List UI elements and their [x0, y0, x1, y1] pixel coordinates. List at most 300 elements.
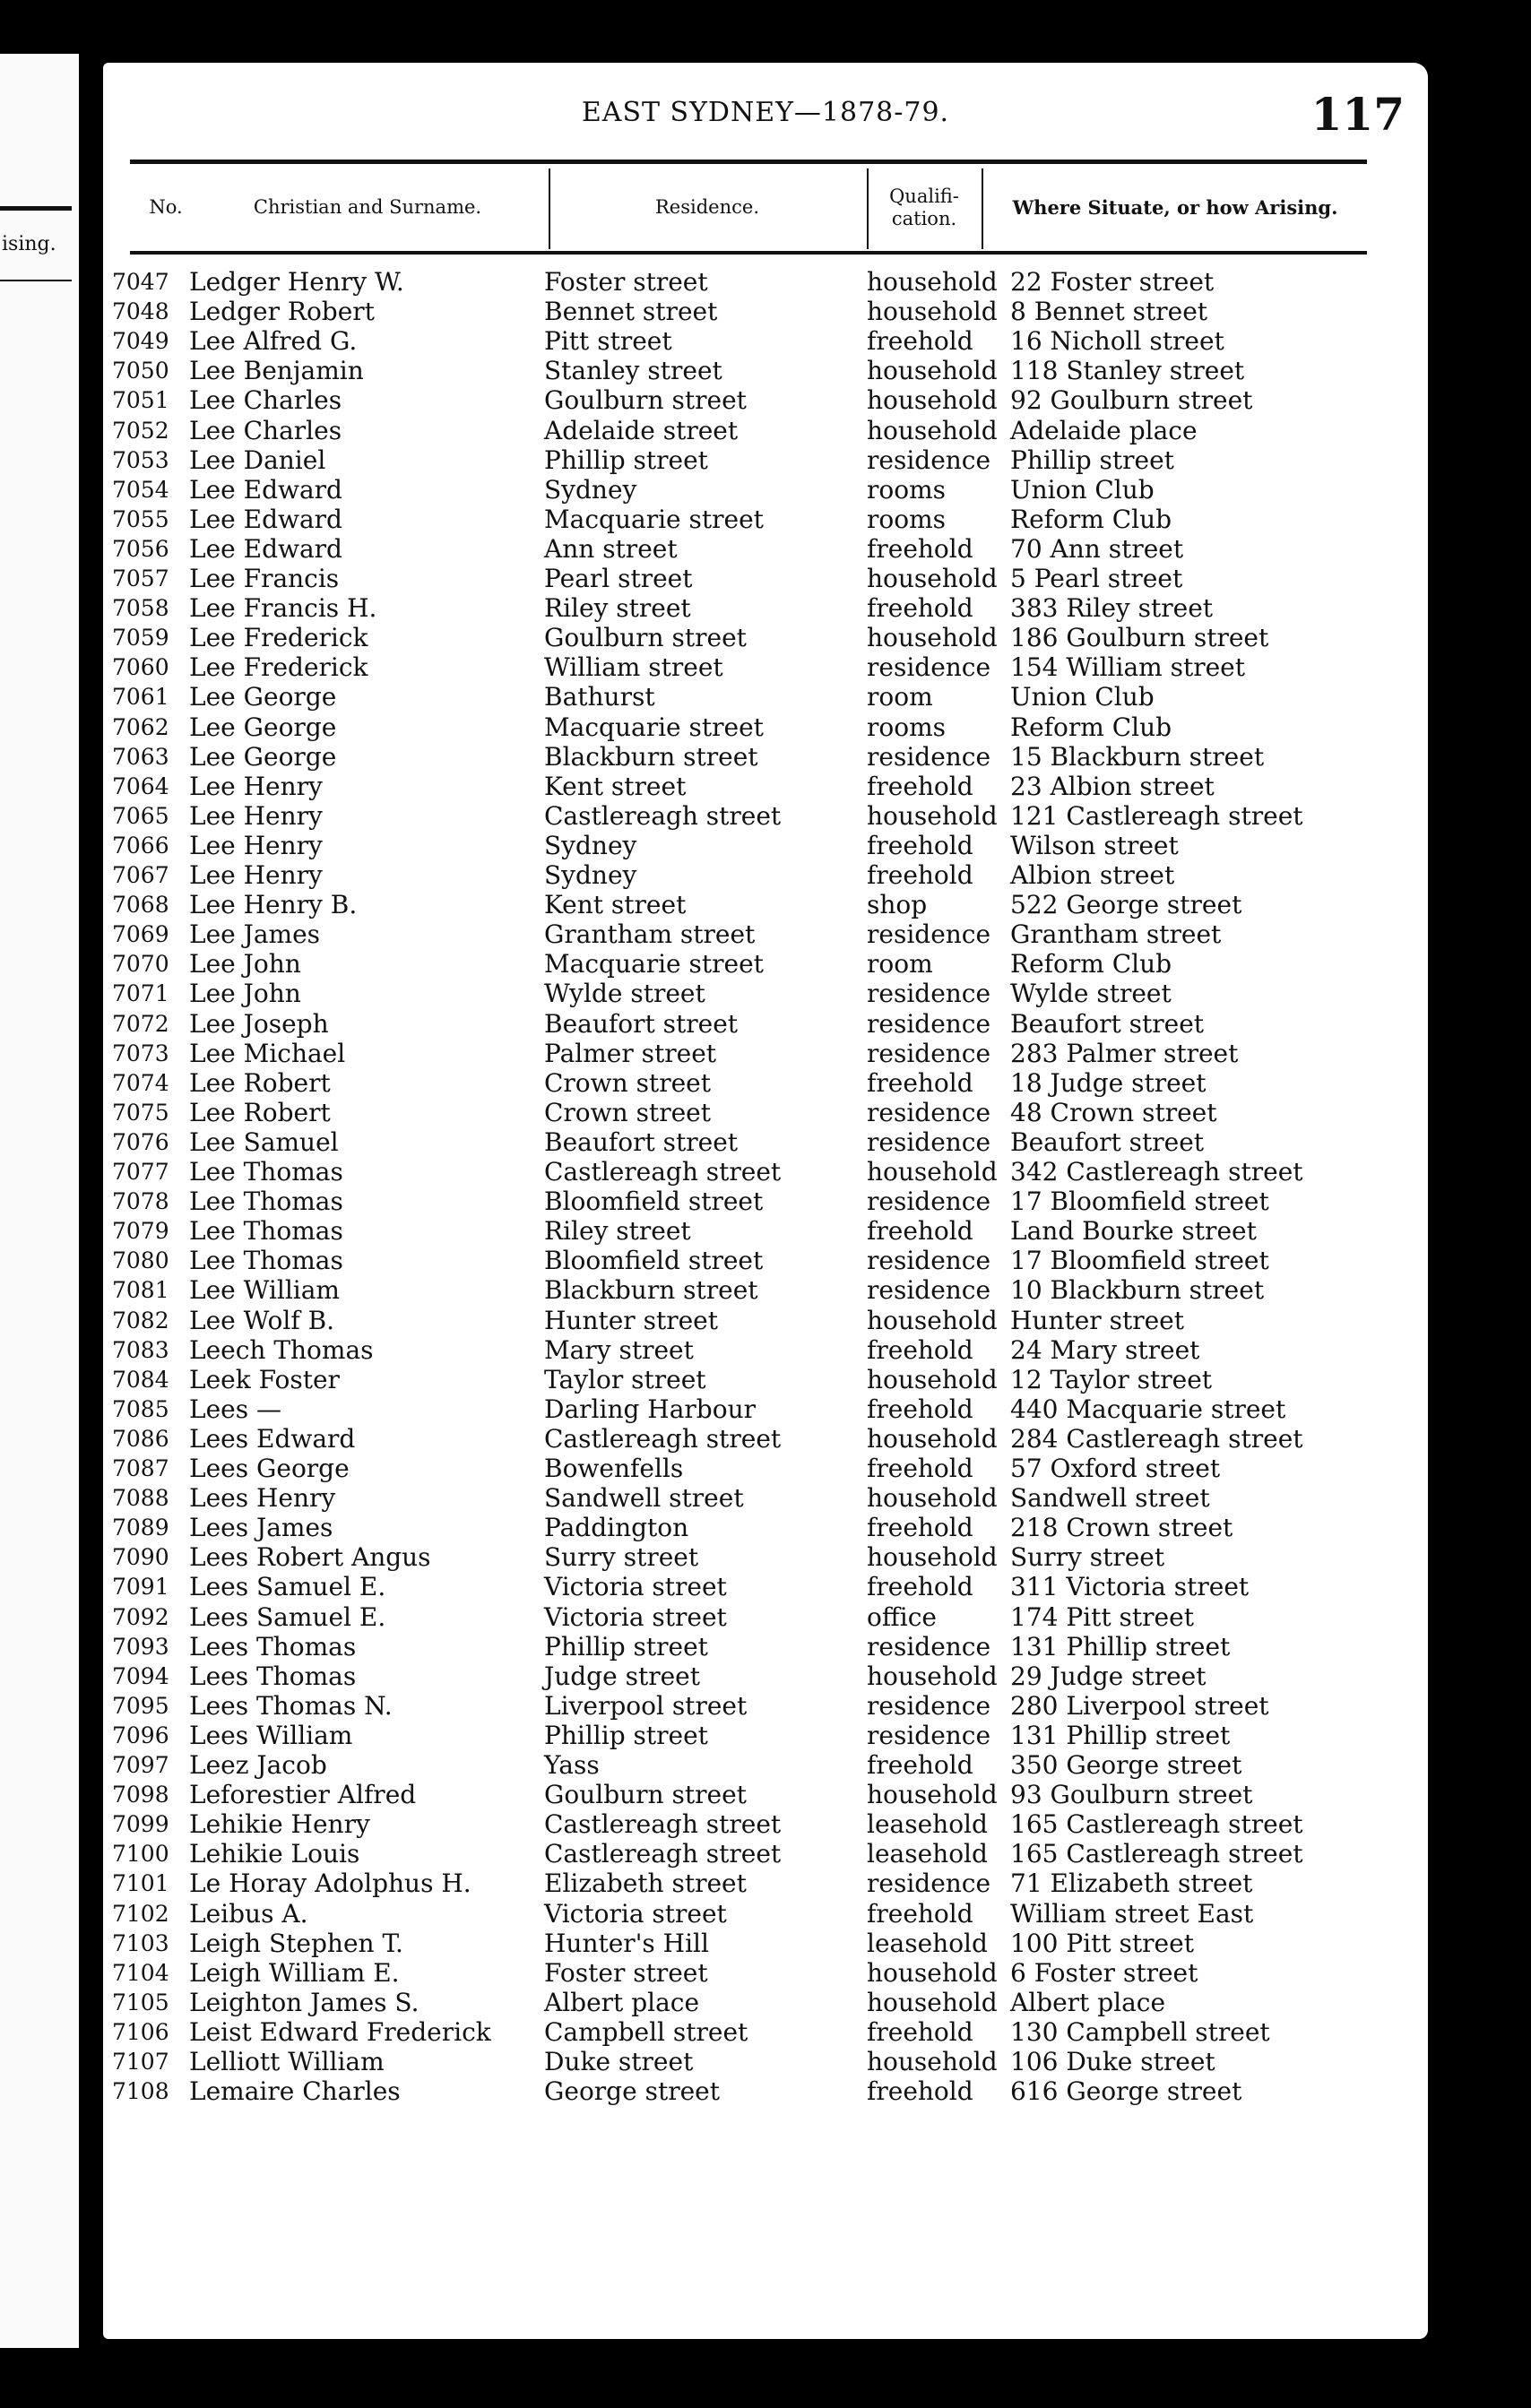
- residence-cell: George street: [544, 2076, 720, 2106]
- where-situate-cell: 15 Blackburn street: [1010, 742, 1265, 772]
- elector-name: Lees —: [189, 1394, 282, 1424]
- table-row: [103, 1988, 1428, 2017]
- residence-cell: Sydney: [544, 860, 637, 890]
- entry-number: 7091: [112, 1574, 169, 1600]
- elector-name: Leforestier Alfred: [189, 1780, 417, 1809]
- where-situate-cell: Reform Club: [1010, 712, 1172, 742]
- entry-number: 7090: [112, 1544, 169, 1570]
- qualification-cell: household: [867, 356, 998, 385]
- qualification-cell: residence: [867, 919, 991, 949]
- where-situate-cell: 131 Phillip street: [1010, 1632, 1231, 1661]
- table-row: [103, 1068, 1428, 1098]
- where-situate-cell: 165 Castlereagh street: [1010, 1839, 1303, 1869]
- table-row: [103, 742, 1428, 772]
- qualification-cell: household: [867, 1424, 998, 1454]
- table-row: [103, 1958, 1428, 1988]
- where-situate-cell: Grantham street: [1010, 919, 1222, 949]
- qualification-cell: freehold: [867, 831, 973, 860]
- qualification-cell: residence: [867, 1127, 991, 1157]
- residence-cell: Bowenfells: [544, 1454, 684, 1483]
- elector-name: Leist Edward Frederick: [189, 2017, 491, 2047]
- elector-name: Lee Francis H.: [189, 593, 377, 623]
- elector-name: Lee George: [189, 712, 337, 742]
- residence-cell: Palmer street: [544, 1039, 717, 1068]
- where-situate-cell: 93 Goulburn street: [1010, 1780, 1253, 1809]
- elector-name: Lee Henry: [189, 860, 323, 890]
- table-row: [103, 1602, 1428, 1632]
- entry-number: 7081: [112, 1277, 169, 1303]
- qualification-cell: residence: [867, 1009, 991, 1039]
- entry-number: 7099: [112, 1811, 169, 1837]
- qualification-cell: residence: [867, 1098, 991, 1127]
- table-row: [103, 682, 1428, 712]
- table-row: [103, 652, 1428, 682]
- elector-name: Lelliott William: [189, 2047, 385, 2076]
- qualification-cell: rooms: [867, 505, 947, 534]
- entry-number: 7095: [112, 1693, 169, 1719]
- table-row: [103, 1275, 1428, 1305]
- elector-name: Lee Francis: [189, 564, 340, 593]
- qualification-cell: residence: [867, 1039, 991, 1068]
- elector-name: Lee Samuel: [189, 1127, 339, 1157]
- residence-cell: Taylor street: [544, 1365, 706, 1394]
- column-header-residence: Residence.: [655, 196, 759, 219]
- elector-name: Lees Thomas: [189, 1632, 357, 1661]
- entry-number: 7105: [112, 1989, 169, 2015]
- residence-cell: Surry street: [544, 1542, 699, 1572]
- qualification-cell: shop: [867, 890, 928, 919]
- entry-number: 7092: [112, 1604, 169, 1630]
- table-row: [103, 534, 1428, 564]
- qualification-cell: residence: [867, 652, 991, 682]
- entry-number: 7079: [112, 1218, 169, 1244]
- where-situate-cell: 283 Palmer street: [1010, 1039, 1239, 1068]
- table-row: [103, 949, 1428, 979]
- entry-number: 7054: [112, 477, 169, 503]
- left-page-rule: [0, 280, 72, 281]
- elector-name: Lee Thomas: [189, 1187, 343, 1216]
- elector-name: Lee Henry: [189, 772, 323, 801]
- entry-number: 7063: [112, 744, 169, 770]
- residence-cell: William street: [544, 652, 723, 682]
- elector-name: Lee Alfred G.: [189, 326, 358, 356]
- elector-name: Lees George: [189, 1454, 350, 1483]
- elector-name: Lees William: [189, 1721, 353, 1750]
- where-situate-cell: 174 Pitt street: [1010, 1602, 1194, 1632]
- qualification-cell: household: [867, 416, 998, 445]
- elector-name: Lee George: [189, 682, 337, 712]
- elector-name: Lee Edward: [189, 534, 342, 564]
- residence-cell: Beaufort street: [544, 1127, 739, 1157]
- where-situate-cell: Wilson street: [1010, 831, 1179, 860]
- elector-name: Lee John: [189, 979, 301, 1008]
- elector-name: Lees Henry: [189, 1483, 336, 1513]
- entry-number: 7075: [112, 1100, 169, 1126]
- qualification-cell: household: [867, 1483, 998, 1513]
- where-situate-cell: 522 George street: [1010, 890, 1242, 919]
- where-situate-cell: 100 Pitt street: [1010, 1929, 1194, 1958]
- where-situate-cell: 92 Goulburn street: [1010, 385, 1253, 415]
- residence-cell: Hunter street: [544, 1306, 718, 1335]
- where-situate-cell: 8 Bennet street: [1010, 297, 1208, 326]
- entry-number: 7072: [112, 1011, 169, 1037]
- table-row: [103, 1424, 1428, 1454]
- table-row: [103, 1632, 1428, 1661]
- residence-cell: Phillip street: [544, 445, 708, 475]
- where-situate-cell: 130 Campbell street: [1010, 2017, 1270, 2047]
- residence-cell: Sandwell street: [544, 1483, 744, 1513]
- page-number: 117: [1310, 88, 1405, 141]
- entry-number: 7088: [112, 1485, 169, 1511]
- table-row: [103, 1929, 1428, 1958]
- table-row: [103, 1750, 1428, 1780]
- entry-number: 7061: [112, 684, 169, 710]
- qualification-cell: household: [867, 267, 998, 297]
- elector-name: Lehikie Henry: [189, 1809, 370, 1839]
- residence-cell: Blackburn street: [544, 1275, 758, 1305]
- table-row: [103, 1691, 1428, 1721]
- qualification-cell: residence: [867, 1869, 991, 1898]
- residence-cell: Hunter's Hill: [544, 1929, 709, 1958]
- table-row: [103, 593, 1428, 623]
- table-row: [103, 1839, 1428, 1869]
- qualification-cell: freehold: [867, 1394, 973, 1424]
- elector-name: Lee Wolf B.: [189, 1306, 335, 1335]
- residence-cell: Yass: [544, 1750, 600, 1780]
- residence-cell: Albert place: [544, 1988, 700, 2017]
- residence-cell: Wylde street: [544, 979, 705, 1008]
- where-situate-cell: 17 Bloomfield street: [1010, 1246, 1269, 1275]
- residence-cell: Elizabeth street: [544, 1869, 747, 1898]
- entry-number: 7065: [112, 803, 169, 829]
- elector-name: Leigh Stephen T.: [189, 1929, 403, 1958]
- residence-cell: Phillip street: [544, 1632, 708, 1661]
- where-situate-cell: 12 Taylor street: [1010, 1365, 1213, 1394]
- entry-number: 7093: [112, 1634, 169, 1660]
- elector-name: Lehikie Louis: [189, 1839, 360, 1869]
- table-row: [103, 475, 1428, 505]
- residence-cell: Kent street: [544, 890, 687, 919]
- residence-cell: Castlereagh street: [544, 1839, 782, 1869]
- qualification-cell: household: [867, 297, 998, 326]
- where-situate-cell: Beaufort street: [1010, 1127, 1205, 1157]
- where-situate-cell: 24 Mary street: [1010, 1335, 1200, 1365]
- where-situate-cell: 57 Oxford street: [1010, 1454, 1221, 1483]
- elector-name: Leibus A.: [189, 1899, 308, 1929]
- residence-cell: Castlereagh street: [544, 1424, 782, 1454]
- elector-name: Lee Henry B.: [189, 890, 358, 919]
- table-row: [103, 356, 1428, 385]
- entry-number: 7050: [112, 358, 169, 384]
- qualification-cell: freehold: [867, 860, 973, 890]
- register-page: [103, 63, 1428, 2339]
- table-row: [103, 801, 1428, 831]
- qualification-cell: leasehold: [867, 1839, 988, 1869]
- residence-cell: Bloomfield street: [544, 1187, 764, 1216]
- where-situate-cell: 440 Macquarie street: [1010, 1394, 1286, 1424]
- entry-number: 7103: [112, 1930, 169, 1956]
- header-rule-bottom: [130, 251, 1367, 255]
- table-row: [103, 445, 1428, 475]
- entry-number: 7089: [112, 1515, 169, 1541]
- where-situate-cell: 121 Castlereagh street: [1010, 801, 1303, 831]
- elector-name: Lee Edward: [189, 475, 342, 505]
- elector-name: Lee Thomas: [189, 1157, 343, 1187]
- entry-number: 7098: [112, 1782, 169, 1808]
- entry-number: 7068: [112, 892, 169, 918]
- entry-number: 7096: [112, 1722, 169, 1748]
- qualification-cell: room: [867, 949, 933, 979]
- elector-name: Lee Edward: [189, 505, 342, 534]
- table-row: [103, 623, 1428, 652]
- entry-number: 7077: [112, 1159, 169, 1185]
- table-row: [103, 1157, 1428, 1187]
- where-situate-cell: Reform Club: [1010, 949, 1172, 979]
- qualification-cell: residence: [867, 1275, 991, 1305]
- where-situate-cell: 280 Liverpool street: [1010, 1691, 1269, 1721]
- qualification-cell: household: [867, 1988, 998, 2017]
- residence-cell: Castlereagh street: [544, 801, 782, 831]
- elector-name: Lees Thomas N.: [189, 1691, 393, 1721]
- table-row: [103, 1661, 1428, 1691]
- where-situate-cell: 22 Foster street: [1010, 267, 1215, 297]
- elector-name: Lee Henry: [189, 801, 323, 831]
- entry-number: 7059: [112, 625, 169, 651]
- entry-number: 7074: [112, 1070, 169, 1096]
- entry-number: 7094: [112, 1663, 169, 1689]
- entry-number: 7073: [112, 1040, 169, 1066]
- elector-name: Lee James: [189, 919, 321, 949]
- qualification-cell: household: [867, 801, 998, 831]
- elector-name: Lees Samuel E.: [189, 1572, 386, 1601]
- table-row: [103, 297, 1428, 326]
- residence-cell: Riley street: [544, 593, 691, 623]
- entry-number: 7102: [112, 1901, 169, 1927]
- elector-name: Lee Robert: [189, 1068, 331, 1098]
- residence-cell: Foster street: [544, 267, 708, 297]
- entry-number: 7049: [112, 328, 169, 354]
- where-situate-cell: 71 Elizabeth street: [1010, 1869, 1253, 1898]
- qualification-cell: residence: [867, 445, 991, 475]
- table-row: [103, 1483, 1428, 1513]
- residence-cell: Victoria street: [544, 1572, 727, 1601]
- where-situate-cell: 5 Pearl street: [1010, 564, 1183, 593]
- where-situate-cell: Sandwell street: [1010, 1483, 1210, 1513]
- qualification-cell: freehold: [867, 326, 973, 356]
- where-situate-cell: 18 Judge street: [1010, 1068, 1207, 1098]
- elector-name: Lee Robert: [189, 1098, 331, 1127]
- table-row: [103, 2076, 1428, 2106]
- where-situate-cell: 218 Crown street: [1010, 1513, 1233, 1542]
- table-row: [103, 979, 1428, 1008]
- qualification-cell: household: [867, 1661, 998, 1691]
- where-situate-cell: 6 Foster street: [1010, 1958, 1198, 1988]
- qualification-cell: residence: [867, 1691, 991, 1721]
- table-row: [103, 712, 1428, 742]
- table-row: [103, 1809, 1428, 1839]
- elector-name: Lee Michael: [189, 1039, 346, 1068]
- elector-name: Leigh William E.: [189, 1958, 400, 1988]
- residence-cell: Judge street: [544, 1661, 700, 1691]
- entry-number: 7056: [112, 536, 169, 562]
- qualification-cell: household: [867, 2047, 998, 2076]
- entry-number: 7107: [112, 2049, 169, 2075]
- entry-number: 7057: [112, 565, 169, 591]
- where-situate-cell: 118 Stanley street: [1010, 356, 1245, 385]
- table-row: [103, 1306, 1428, 1335]
- qualification-cell: freehold: [867, 1572, 973, 1601]
- elector-name: Lees James: [189, 1513, 333, 1542]
- entry-number: 7076: [112, 1129, 169, 1155]
- where-situate-cell: 616 George street: [1010, 2076, 1242, 2106]
- qualification-cell: household: [867, 1542, 998, 1572]
- entry-number: 7053: [112, 447, 169, 473]
- residence-cell: Beaufort street: [544, 1009, 739, 1039]
- table-row: [103, 860, 1428, 890]
- where-situate-cell: 165 Castlereagh street: [1010, 1809, 1303, 1839]
- entry-number: 7067: [112, 862, 169, 888]
- entry-number: 7084: [112, 1367, 169, 1393]
- elector-name: Lee Benjamin: [189, 356, 364, 385]
- residence-cell: Kent street: [544, 772, 687, 801]
- residence-cell: Goulburn street: [544, 623, 747, 652]
- where-situate-cell: 29 Judge street: [1010, 1661, 1207, 1691]
- where-situate-cell: 10 Blackburn street: [1010, 1275, 1265, 1305]
- where-situate-cell: William street East: [1010, 1899, 1254, 1929]
- table-row: [103, 564, 1428, 593]
- residence-cell: Campbell street: [544, 2017, 748, 2047]
- table-row: [103, 1098, 1428, 1127]
- table-row: [103, 1365, 1428, 1394]
- qualification-cell: residence: [867, 1187, 991, 1216]
- elector-name: Lee Daniel: [189, 445, 326, 475]
- qualification-cell: freehold: [867, 2076, 973, 2106]
- elector-name: Lees Robert Angus: [189, 1542, 431, 1572]
- qualification-cell: residence: [867, 1632, 991, 1661]
- residence-cell: Blackburn street: [544, 742, 758, 772]
- elector-name: Ledger Henry W.: [189, 267, 404, 297]
- residence-cell: Phillip street: [544, 1721, 708, 1750]
- entry-number: 7108: [112, 2078, 169, 2104]
- left-page-column-heading: ising.: [2, 233, 56, 255]
- qualification-cell: room: [867, 682, 933, 712]
- residence-cell: Bathurst: [544, 682, 655, 712]
- qualification-cell: leasehold: [867, 1929, 988, 1958]
- where-situate-cell: Albion street: [1010, 860, 1175, 890]
- table-row: [103, 919, 1428, 949]
- where-situate-cell: 186 Goulburn street: [1010, 623, 1269, 652]
- elector-name: Le Horay Adolphus H.: [189, 1869, 471, 1898]
- where-situate-cell: Phillip street: [1010, 445, 1174, 475]
- residence-cell: Goulburn street: [544, 385, 747, 415]
- table-row: [103, 1513, 1428, 1542]
- table-row: [103, 1454, 1428, 1483]
- qualification-cell: residence: [867, 1246, 991, 1275]
- qualification-cell: freehold: [867, 1454, 973, 1483]
- qualification-cell: freehold: [867, 1216, 973, 1246]
- residence-cell: Pitt street: [544, 326, 672, 356]
- qualification-cell: leasehold: [867, 1809, 988, 1839]
- qualification-cell: freehold: [867, 1068, 973, 1098]
- residence-cell: Duke street: [544, 2047, 694, 2076]
- entry-number: 7080: [112, 1247, 169, 1273]
- entry-number: 7106: [112, 2019, 169, 2045]
- table-row: [103, 2047, 1428, 2076]
- qualification-cell: freehold: [867, 772, 973, 801]
- elector-name: Leez Jacob: [189, 1750, 327, 1780]
- entry-number: 7104: [112, 1960, 169, 1986]
- qualification-cell: household: [867, 623, 998, 652]
- table-row: [103, 1039, 1428, 1068]
- qualification-cell: residence: [867, 1721, 991, 1750]
- qualification-cell: office: [867, 1602, 937, 1632]
- qualification-cell: residence: [867, 742, 991, 772]
- residence-cell: Foster street: [544, 1958, 708, 1988]
- where-situate-cell: 311 Victoria street: [1010, 1572, 1250, 1601]
- residence-cell: Sydney: [544, 475, 637, 505]
- residence-cell: Bloomfield street: [544, 1246, 764, 1275]
- residence-cell: Ann street: [544, 534, 678, 564]
- where-situate-cell: Land Bourke street: [1010, 1216, 1257, 1246]
- table-row: [103, 1009, 1428, 1039]
- residence-cell: Bennet street: [544, 297, 718, 326]
- table-row: [103, 772, 1428, 801]
- residence-cell: Goulburn street: [544, 1780, 747, 1809]
- where-situate-cell: Wylde street: [1010, 979, 1172, 1008]
- entry-number: 7060: [112, 654, 169, 680]
- elector-name: Lee Frederick: [189, 652, 368, 682]
- table-row: [103, 326, 1428, 356]
- elector-name: Lee Frederick: [189, 623, 368, 652]
- table-row: [103, 890, 1428, 919]
- table-row: [103, 1572, 1428, 1601]
- where-situate-cell: 383 Riley street: [1010, 593, 1214, 623]
- table-row: [103, 1216, 1428, 1246]
- entry-number: 7082: [112, 1308, 169, 1333]
- qualification-cell: rooms: [867, 475, 947, 505]
- entry-number: 7078: [112, 1188, 169, 1214]
- residence-cell: Darling Harbour: [544, 1394, 756, 1424]
- residence-cell: Macquarie street: [544, 712, 764, 742]
- table-row: [103, 1187, 1428, 1216]
- elector-name: Lee John: [189, 949, 301, 979]
- where-situate-cell: Adelaide place: [1010, 416, 1198, 445]
- entry-number: 7101: [112, 1870, 169, 1896]
- qualification-cell: residence: [867, 979, 991, 1008]
- table-row: [103, 1246, 1428, 1275]
- qualification-cell: household: [867, 1365, 998, 1394]
- entry-number: 7086: [112, 1426, 169, 1452]
- where-situate-cell: Hunter street: [1010, 1306, 1184, 1335]
- entry-number: 7047: [112, 269, 169, 295]
- qualification-cell: household: [867, 1780, 998, 1809]
- qualification-cell: rooms: [867, 712, 947, 742]
- residence-cell: Macquarie street: [544, 505, 764, 534]
- residence-cell: Sydney: [544, 831, 637, 860]
- elector-name: Lee George: [189, 742, 337, 772]
- entry-number: 7085: [112, 1396, 169, 1422]
- elector-name: Ledger Robert: [189, 297, 375, 326]
- residence-cell: Macquarie street: [544, 949, 764, 979]
- residence-cell: Stanley street: [544, 356, 722, 385]
- entry-number: 7064: [112, 773, 169, 799]
- table-row: [103, 1335, 1428, 1365]
- entry-number: 7066: [112, 833, 169, 859]
- residence-cell: Victoria street: [544, 1899, 727, 1929]
- entry-number: 7062: [112, 714, 169, 740]
- header-rule-top: [130, 160, 1367, 164]
- where-situate-cell: Union Club: [1010, 682, 1155, 712]
